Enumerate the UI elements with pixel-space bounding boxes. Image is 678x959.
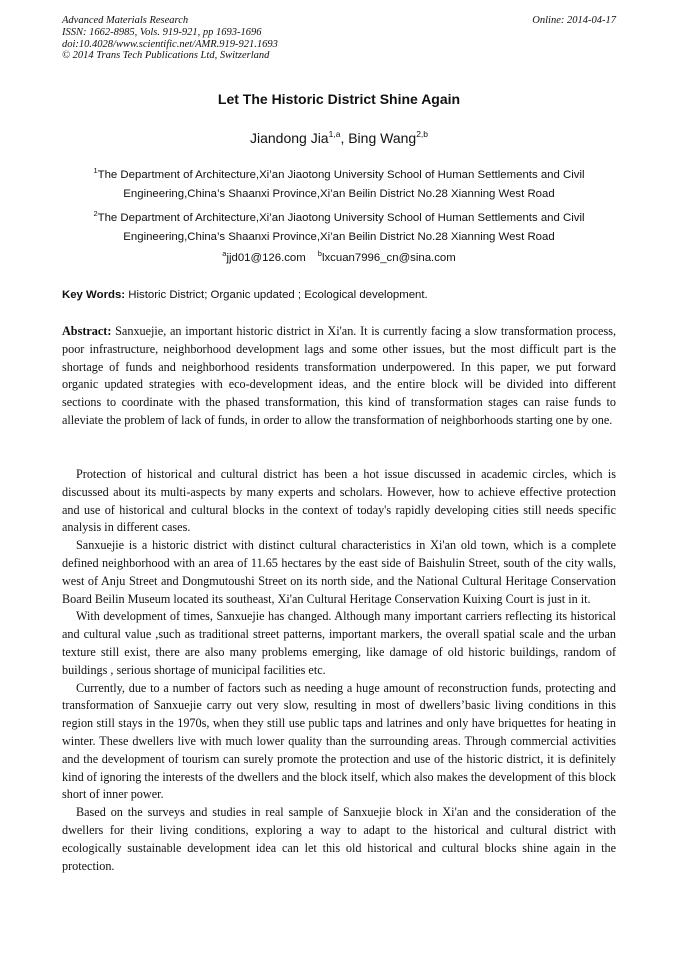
body-paragraph: Currently, due to a number of factors such as needing a huge amount of reconstruction funds, protecting and transformation of Sanxuejie carry out very slow, resulting in most of dwellers’basic living conditions in this region still stays in the 1970s, when they still use public taps and latrines and only have briquettes for heating in winter. These dwellers live with much lower quality than the surrounding areas. Through commercial activities and the development of tourism can surely promote the protection and use of the historic district, it is definitely kind of ignoring the interests of the dwellers and the block itself, which also makes the development of this block short of inner power. (62, 680, 616, 802)
introduction (62, 466, 616, 875)
abstract-text: Sanxuejie, an important historic district in Xi'an. It is currently facing a slow transformation process, poor infrastructure, neighborhood development lags and some other issues, but the most difficult part is the shortage of funds and neighborhood residents transformation underpowered. In this paper, we put forward organic updated strategies with eco-development ideas, and the entire block will be divided into different sections to coordinate with the phased transformation, this kind of transformation stages can raise funds to alleviate the problem of lack of funds, in order to allow the transformation of neighborhoods starting one by one. (62, 324, 616, 427)
email-superscript: b (317, 249, 322, 258)
email-address: jjd01@126.com (226, 252, 306, 264)
paper-title: Let The Historic District Shine Again (217, 91, 461, 107)
keywords-label: Key Words: (62, 289, 126, 301)
affiliation-1 (62, 166, 616, 204)
email-superscript: a (222, 249, 227, 258)
email-address: lxcuan7996_cn@sina.com (321, 252, 456, 264)
journal-name: Advanced Materials Research (62, 15, 189, 26)
body-paragraph: Protection of historical and cultural district has been a hot issue discussed in academic circles, which is discussed about its multi-aspects by many experts and scholars. However, how to achieve effective protection and use of historical and cultural blocks in the context of today's rapidly developing cities still needs specific analysis in different cases. (62, 467, 616, 535)
abstract-label: Abstract: (62, 324, 112, 338)
abstract (62, 323, 616, 430)
copyright-line: © 2014 Trans Tech Publications Ltd, Switzerland (62, 50, 270, 62)
affiliation-text: The Department of Architecture,Xi’an Jiaotong University School of Human Settlements and Civil Engineering,China’s Shaanxi Province,Xi’an Beilin District No.28 Xianning West Road (97, 212, 585, 243)
online-date: Online: 2014-04-17 (532, 15, 616, 26)
author-name: Jiandong Jia (249, 130, 329, 146)
body-paragraph: With development of times, Sanxuejie has changed. Although many important carriers reflecting its historical and cultural value ,such as traditional street patterns, important markers, the overall spatial scale and the urban texture still exist, there are also many problems emerging, like damage of old historic buildings, random of buildings , serious shortage of municipal facilities etc. (62, 609, 616, 677)
affiliation-text: The Department of Architecture,Xi’an Jiaotong University School of Human Settlements and Civil Engineering,China’s Shaanxi Province,Xi’an Beilin District No.28 Xianning West Road (97, 169, 585, 200)
email-line (0, 249, 678, 264)
keywords (62, 289, 616, 301)
body-paragraph: Sanxuejie is a historic district with distinct cultural characteristics in Xi'an old town, which is a complete defined neighborhood with an area of 11.65 hectares by the east side of Baishulin Street, south of the city walls, west of Anju Street and Dongmutoushi Street on its north side, and the National Cultural Heritage Conservation Board Beilin Museum located its southeast, Xi'an Cultural Heritage Conservation Kuixing Court is just in it. (62, 538, 616, 606)
issn-line: ISSN: 1662-8985, Vols. 919-921, pp 1693-1696 (62, 26, 262, 38)
author-name: Bing Wang (348, 130, 417, 146)
keywords-text: Historic District; Organic updated ; Ecological development. (128, 289, 428, 301)
affiliation-superscript: 1 (93, 166, 98, 175)
affiliation-superscript: 2 (93, 209, 98, 218)
author-superscript: 2,b (416, 129, 429, 139)
body-paragraph: Based on the surveys and studies in real sample of Sanxuejie block in Xi'an and the consideration of the dwellers for their living conditions, exploring a way to adapt to the historical and cultural district with ecologically sustainable development idea can let this old historical and cultural blocks shine again in the protection. (62, 805, 616, 873)
author-line (0, 130, 678, 146)
journal-header (62, 15, 616, 62)
affiliation-2 (62, 209, 616, 247)
author-superscript: 1,a (328, 129, 341, 139)
author-separator: , (340, 130, 349, 146)
doi-line: doi:10.4028/www.scientific.net/AMR.919-921.1693 (62, 38, 278, 50)
